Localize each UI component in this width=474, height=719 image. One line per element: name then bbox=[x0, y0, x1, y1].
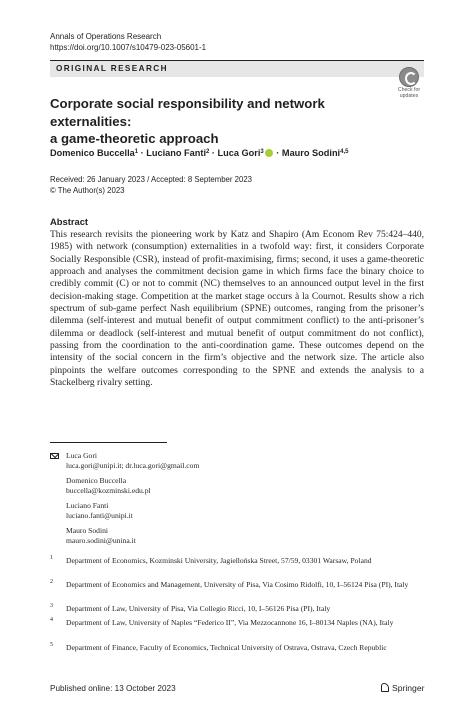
author-name[interactable]: Luciano Fanti bbox=[146, 148, 206, 158]
copyright: © The Author(s) 2023 bbox=[50, 185, 125, 195]
affiliation-text: Department of Economics and Management, University of Pisa, Via Cosimo Ridolfi, 10, I–56124 Pisa (PI), Italy bbox=[66, 580, 409, 589]
publisher-name: Springer bbox=[392, 683, 425, 693]
badge-line2: updates bbox=[399, 93, 419, 99]
correspondence-entry bbox=[66, 501, 133, 521]
correspondence-entry bbox=[66, 476, 151, 496]
correspondence-name: Luca Gori bbox=[66, 451, 97, 460]
correspondence-name: Mauro Sodini bbox=[66, 526, 108, 535]
author-name[interactable]: Domenico Buccella bbox=[50, 148, 135, 158]
check-for-updates-badge[interactable] bbox=[393, 67, 425, 101]
affiliation-text: Department of Law, University of Pisa, Via Collegio Ricci, 10, I–56126 Pisa (PI), Italy bbox=[66, 604, 331, 613]
affiliation-number: 4 bbox=[50, 617, 53, 623]
affiliation-number: 2 bbox=[50, 579, 53, 585]
affiliation-number: 3 bbox=[50, 603, 53, 609]
correspondence-email[interactable]: mauro.sodini@unina.it bbox=[66, 535, 136, 545]
affiliation-text: Department of Law, University of Naples “Federico II”, Via Mezzocannone 16, I–80134 Naples (NA), Italy bbox=[66, 618, 394, 627]
author-sup: 2 bbox=[206, 149, 210, 155]
affiliation-number: 5 bbox=[50, 642, 53, 648]
correspondence-entry bbox=[66, 451, 199, 471]
section-bar bbox=[50, 60, 424, 77]
affiliation-text: Department of Finance, Faculty of Economics, Technical University of Ostrava, Ostrava, Czech Republic bbox=[66, 643, 387, 652]
published-online: Published online: 13 October 2023 bbox=[50, 684, 176, 693]
correspondence-email[interactable]: luciano.fanti@unipi.it bbox=[66, 510, 133, 520]
doi-link[interactable]: https://doi.org/10.1007/s10479-023-05601-1 bbox=[50, 42, 207, 52]
correspondence-email[interactable]: buccella@kozminski.edu.pl bbox=[66, 485, 151, 495]
orcid-icon[interactable] bbox=[265, 149, 273, 157]
journal-name: Annals of Operations Research bbox=[50, 32, 162, 41]
abstract-heading: Abstract bbox=[50, 216, 89, 227]
author-name[interactable]: Mauro Sodini bbox=[281, 148, 341, 158]
affiliation-number: 1 bbox=[50, 555, 53, 561]
springer-horse-icon bbox=[381, 683, 389, 692]
dates-block bbox=[50, 175, 252, 196]
correspondence-name: Domenico Buccella bbox=[66, 476, 127, 485]
title-line-2: a game-theoretic approach bbox=[50, 131, 219, 146]
footnote-rule bbox=[50, 442, 167, 443]
badge-line1: Check for bbox=[397, 87, 421, 93]
title-line-1: Corporate social responsibility and network externalities: bbox=[50, 96, 325, 129]
author-sup: 3 bbox=[260, 149, 264, 155]
crossmark-icon bbox=[399, 67, 419, 87]
author-sup: 4,5 bbox=[340, 149, 349, 155]
author-sup: 1 bbox=[134, 149, 139, 155]
author-separator: · bbox=[138, 148, 147, 158]
affiliation-text: Department of Economics, Kozminski University, Jagiellońska Street, 57/59, 03301 Warsaw, Poland bbox=[66, 556, 372, 565]
correspondence-entry bbox=[66, 526, 136, 546]
correspondence-name: Luciano Fanti bbox=[66, 501, 109, 510]
abstract-text: This research revisits the pioneering work by Katz and Shapiro (Am Econom Rev 75:424–440, 1985) with network (consumption) externalities in a twofold way: first, it considers Corporate Socially Responsible (CSR), instead of profit-maximising, firms; second, it uses a game-theoretic approach and analyses the commitment decision game in which firms face the binary choice to credibly commit (C) or not to commit (NC) themselves to an announced output level in the first decision-making stage. Competition at the market stage occurs à la Cournot. Results show a rich spectrum of sub-game perfect Nash equilibrium (SPNE) outcomes, ranging from the prisoner’s dilemma (self-interest and mutual benefit of output commitment conflict) to the anti-prisoner’s dilemma or deadlock (self-interest and mutual benefit of output commitment do not conflict), passing from the coordination to the anti-coordination game. These outcomes depend on the intensity of the social concern in the firm’s objective and the network size. The article also pinpoints the welfare outcomes corresponding to the SPNE and extends the analysis to a Stackelberg rivalry setting. bbox=[50, 230, 424, 389]
paper-title bbox=[50, 95, 390, 148]
correspondence-email[interactable]: luca.gori@unipi.it; dr.luca.gori@gmail.com bbox=[66, 460, 200, 470]
author-separator: · bbox=[209, 148, 218, 158]
received-accepted: Received: 26 January 2023 / Accepted: 8 September 2023 bbox=[50, 175, 252, 184]
badge-label bbox=[393, 87, 425, 99]
author-separator: · bbox=[273, 148, 282, 158]
journal-header bbox=[50, 32, 206, 53]
author-list bbox=[50, 148, 348, 158]
section-label: ORIGINAL RESEARCH bbox=[56, 64, 168, 73]
envelope-icon bbox=[50, 453, 59, 459]
author-name[interactable]: Luca Gori bbox=[217, 148, 261, 158]
publisher-logo bbox=[381, 683, 424, 693]
